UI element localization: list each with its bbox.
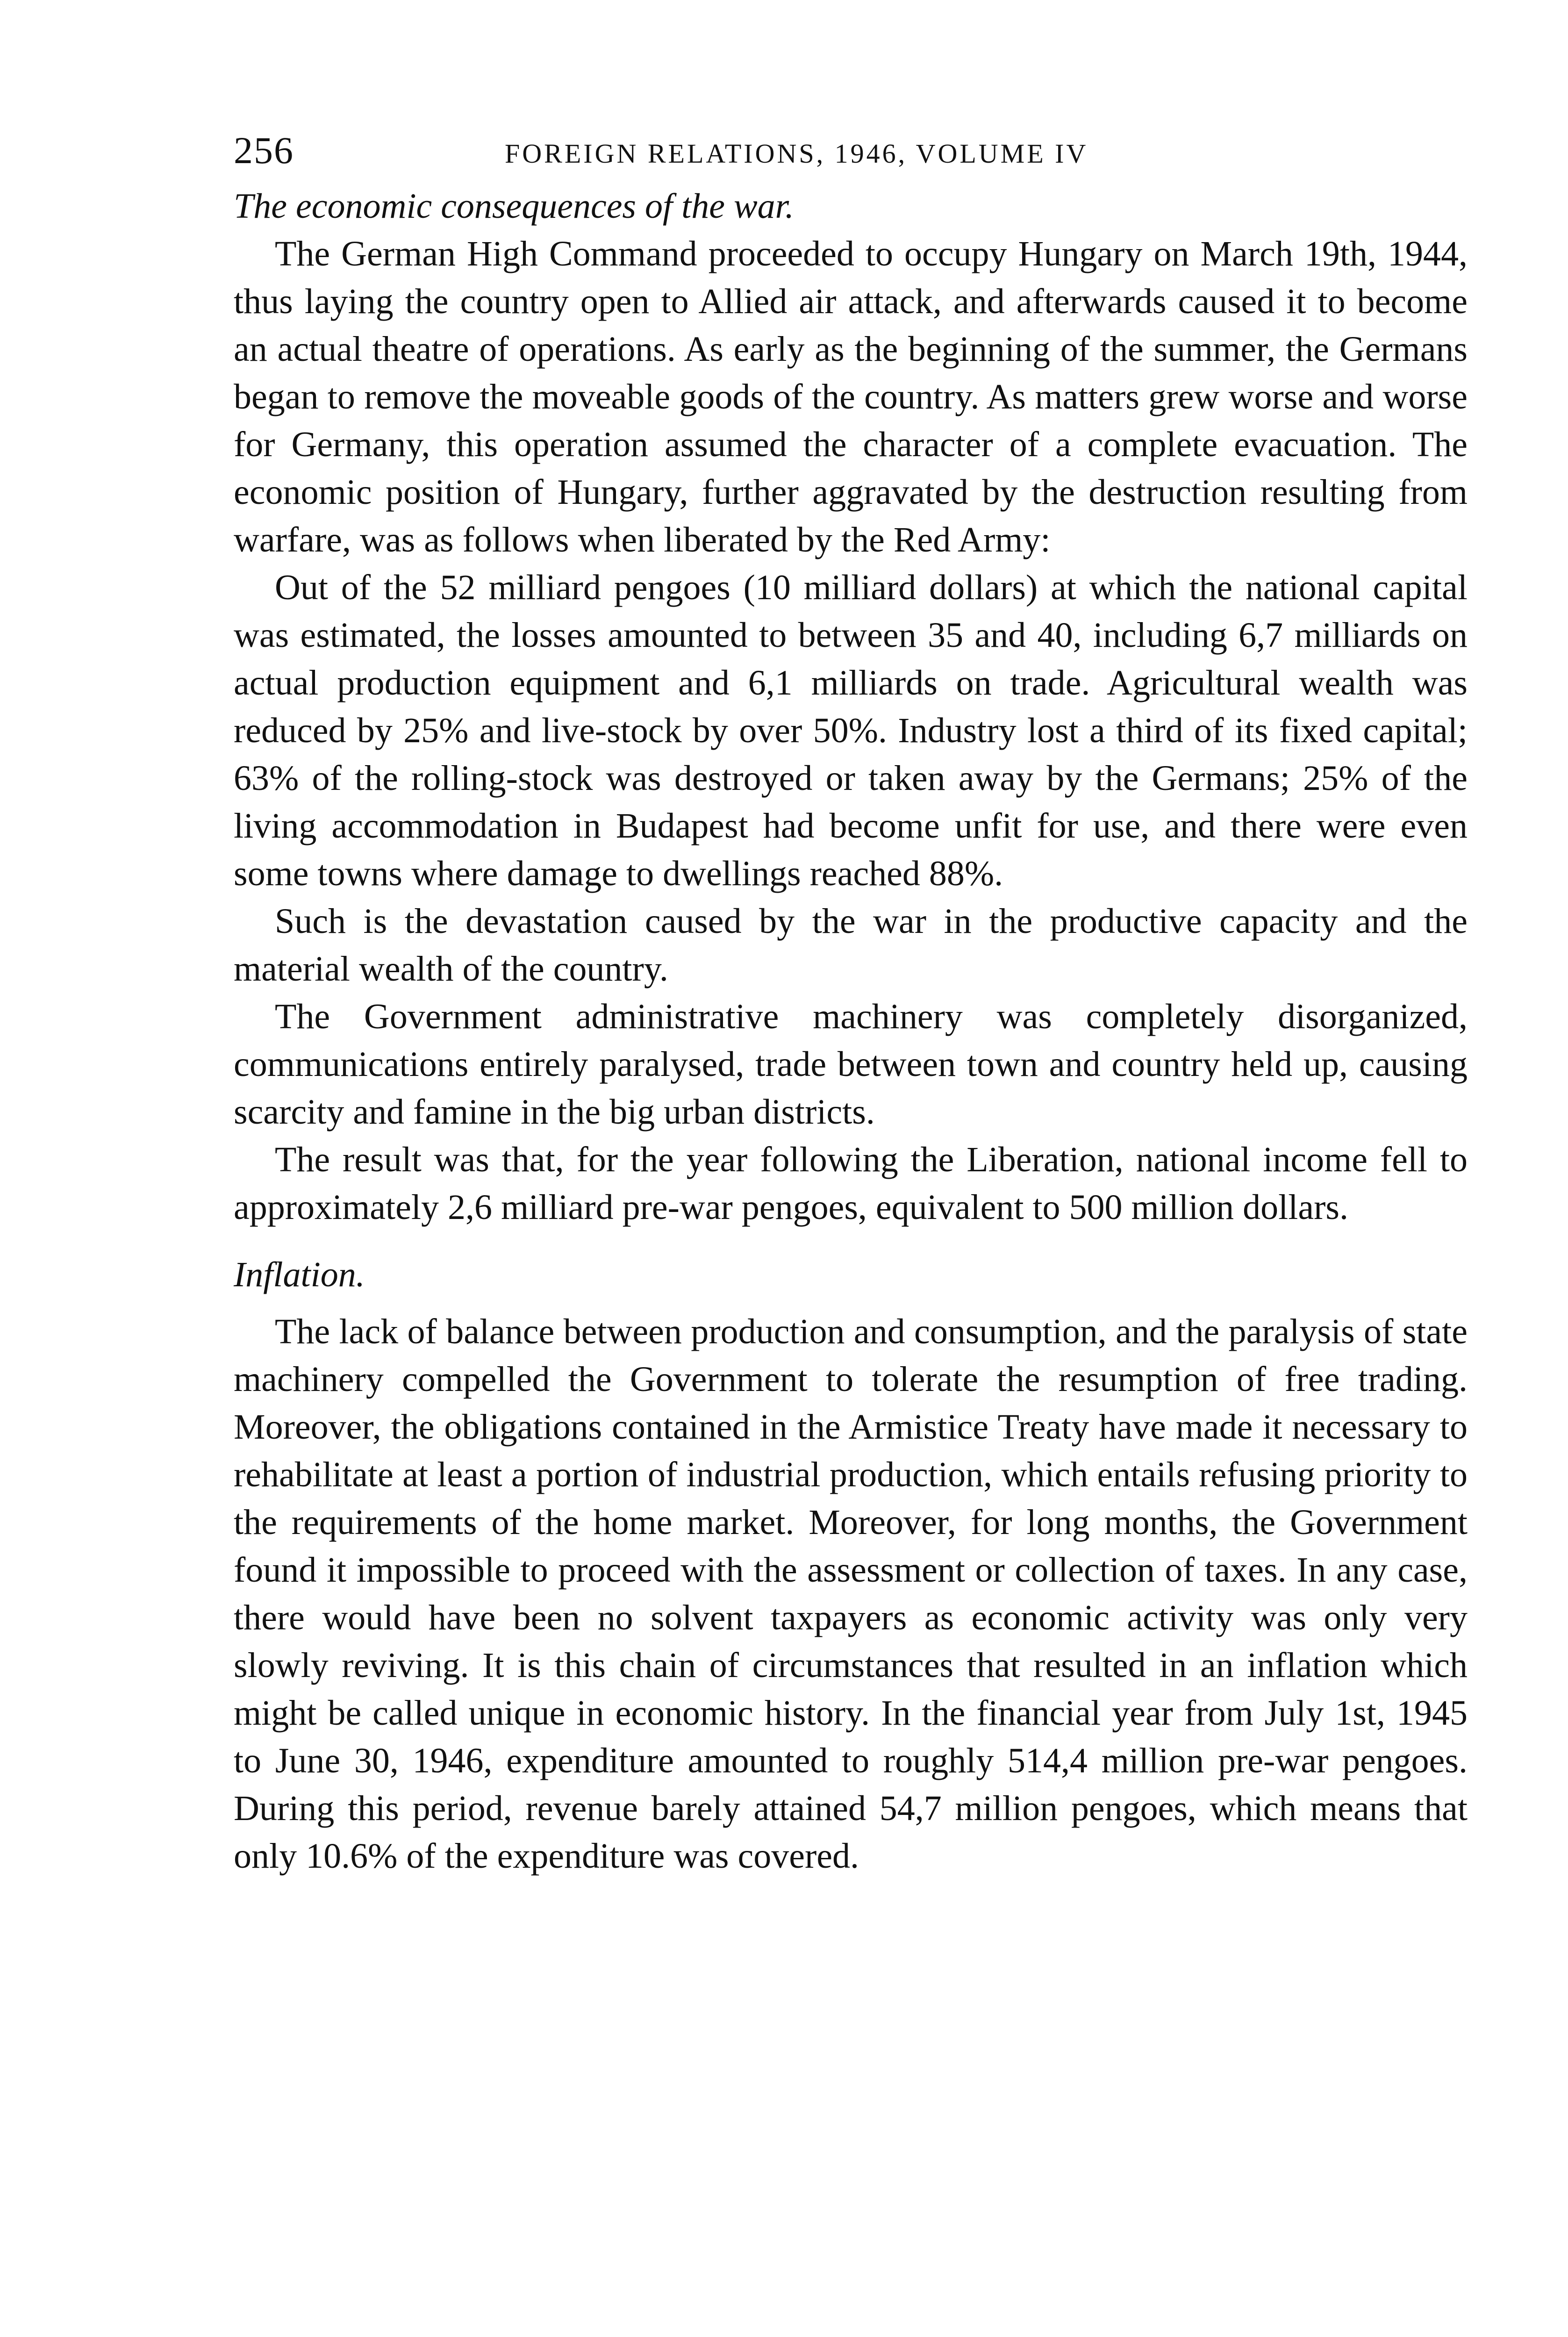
- document-page: [234, 117, 1468, 1880]
- running-title: FOREIGN RELATIONS, 1946, VOLUME IV: [505, 138, 1088, 169]
- paragraph: The German High Command proceeded to occupy Hungary on March 19th, 1944, thus laying the country open to Allied air attack, and afterwards caused it to become an actual theatre of operations. As early as the beginning of the summer, the Germans began to remove the moveable goods of the country. As matters grew worse and worse for Germany, this operation assumed the character of a complete evacuation. The economic position of Hungary, further aggravated by the destruction resulting from warfare, was as follows when liberated by the Red Army:: [234, 234, 1468, 559]
- running-header: [234, 117, 1468, 182]
- section-heading-inflation: Inflation.: [234, 1255, 365, 1294]
- paragraph: The lack of balance between production and consumption, and the paralysis of state machinery compelled the Government to tolerate the resumption of free trading. Moreover, the obligations contained in the Armistice Treaty have made it necessary to rehabilitate at least a portion of industrial production, which entails refusing priority to the requirements of the home market. Moreover, for long months, the Government found it impossible to proceed with the assessment or collection of taxes. In any case, there would have been no solvent taxpayers as economic activity was only very slowly reviving. It is this chain of circumstances that resulted in an inflation which might be called unique in economic history. In the financial year from July 1st, 1945 to June 30, 1946, expenditure amounted to roughly 514,4 million pre-war pengoes. During this period, revenue barely attained 54,7 million pengoes, which means that only 10.6% of the expenditure was covered.: [234, 1312, 1468, 1876]
- paragraph: The Government administrative machinery was completely disorganized, communications entirely paralysed, trade between town and country held up, causing scarcity and famine in the big urban districts.: [234, 997, 1468, 1132]
- page-number: 256: [234, 129, 294, 172]
- paragraph: Such is the devastation caused by the war in the productive capacity and the material wealth of the country.: [234, 902, 1468, 989]
- paragraph: The result was that, for the year following the Liberation, national income fell to approximately 2,6 milliard pre-war pengoes, equivalent to 500 million dollars.: [234, 1140, 1468, 1227]
- paragraph: Out of the 52 milliard pengoes (10 milliard dollars) at which the national capital was estimated, the losses amounted to between 35 and 40, including 6,7 milliards on actual production equipment and 6,1 milliards on trade. Agricultural wealth was reduced by 25% and live-stock by over 50%. Industry lost a third of its fixed capital; 63% of the rolling-stock was destroyed or taken away by the Germans; 25% of the living accommodation in Budapest had become unfit for use, and there were even some towns where damage to dwellings reached 88%.: [234, 568, 1468, 893]
- section-heading-economic-consequences: The economic consequences of the war.: [234, 186, 794, 226]
- document-body: [234, 182, 1468, 1880]
